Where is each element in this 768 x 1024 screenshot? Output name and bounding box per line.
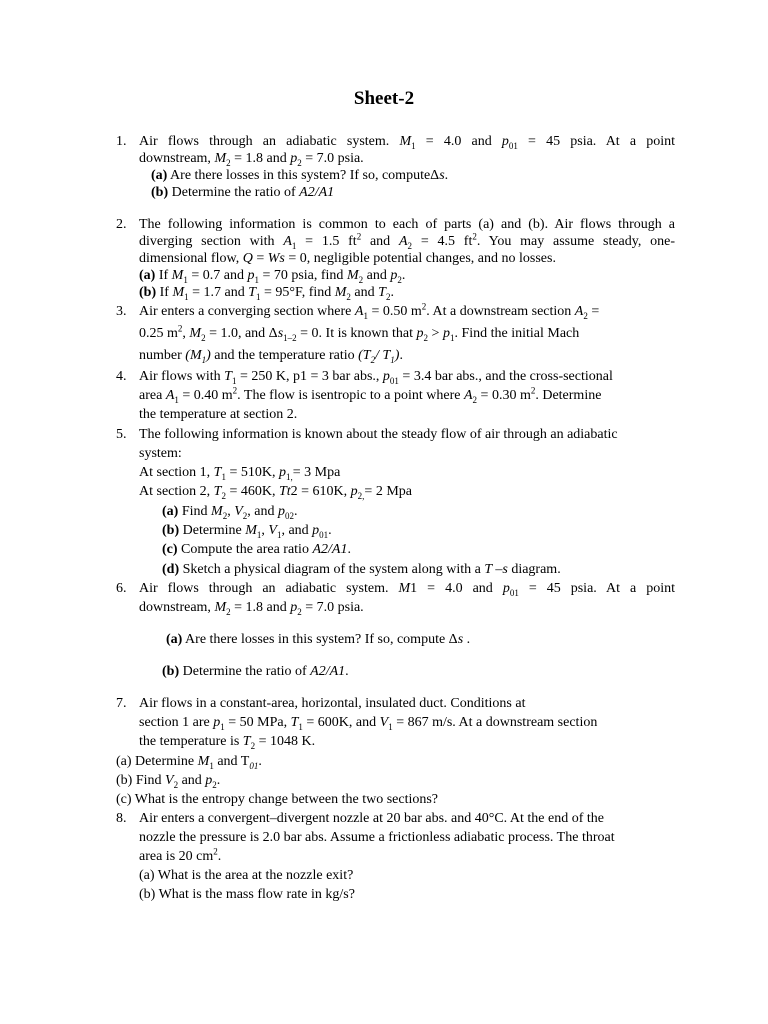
q7-line1: Air flows in a constant-area, horizontal, insulated duct. Conditions at bbox=[139, 696, 526, 711]
q2-line1: The following information is common to each of parts (a) and (b). Air flows through a bbox=[139, 217, 675, 232]
q5-section2: At section 2, $T_2 = 460K$, Tt2 = 610K, $p_{2,}= 2$ Mpa bbox=[139, 484, 412, 501]
q5-number: 5. bbox=[116, 427, 127, 442]
q5-part-b: (b) Determine $M_1$, $V_1$, and $p_{01}$. bbox=[162, 523, 332, 540]
q8-part-a: (a) What is the area at the nozzle exit? bbox=[139, 868, 354, 883]
q7-part-b: (b) Find $V_2$ and $p_2$. bbox=[116, 773, 221, 790]
q6-line1: Air flows through an adiabatic system. M1 = 4.0 and $p_{01} = 45$ psia. At a point bbox=[139, 581, 676, 598]
sheet-title: Sheet-2 bbox=[353, 88, 415, 109]
q7-part-c: (c) What is the entropy change between the two sections? bbox=[116, 792, 439, 807]
q3-line2: 0.25 $m^2$, $M_2 = 1.0$, and $\Delta s_{1-2} = 0$. It is known that $p_2 > p_1$. Find the initial Mach bbox=[139, 323, 580, 343]
q2-line3: dimensional flow, Q = Ws = 0, negligible potential changes, and no losses. bbox=[139, 251, 556, 266]
q5-part-d: (d) Sketch a physical diagram of the system along with a T –s diagram. bbox=[162, 562, 561, 577]
q5-section1: At section 1, $T_1 = 510K$, $p_{1,}= 3$ Mpa bbox=[139, 465, 341, 482]
q2-part-a: (a) If $M_1 = 0.7$ and $p_1 = 70$ psia, find $M_2$ and $p_2$. bbox=[139, 268, 406, 285]
q8-line1: Air enters a convergent–divergent nozzle at 20 bar abs. and 40°C. At the end of the bbox=[139, 811, 604, 826]
q1-number: 1. bbox=[116, 134, 127, 149]
q7-part-a: (a) Determine $M_1$ and $T_{01}$. bbox=[116, 754, 262, 771]
q7-number: 7. bbox=[116, 696, 127, 711]
q5-part-c: (c) Compute the area ratio A2/A1. bbox=[162, 542, 351, 557]
q5-line2: system: bbox=[139, 446, 182, 461]
q3-line1: Air enters a converging section where $A_1 = 0.50$ $m^2$. At a downstream section $A_2$ = bbox=[139, 301, 600, 321]
q3-number: 3. bbox=[116, 304, 127, 319]
q6-part-b: (b) Determine the ratio of A2/A1. bbox=[162, 664, 349, 679]
q6-part-a: (a) Are there losses in this system? If so, compute Δs . bbox=[166, 632, 471, 647]
q4-number: 4. bbox=[116, 369, 127, 384]
q5-line1: The following information is known about the steady flow of air through an adiabatic bbox=[139, 427, 618, 442]
q1-line1: Air flows through an adiabatic system. $M_1 = 4.0$ and $p_{01} = 45$ psia. At a point bbox=[139, 134, 676, 151]
q5-part-a: (a) Find $M_2$, $V_2$, and $p_{02}$. bbox=[162, 504, 298, 521]
q1-part-a: (a) Are there losses in this system? If so, computeΔs. bbox=[151, 168, 449, 183]
q2-number: 2. bbox=[116, 217, 127, 232]
q8-line3: area is 20 $cm^2$. bbox=[139, 846, 222, 864]
q4-line2: area $A_1 = 0.40$ $m^2$. The flow is isentropic to a point where $A_2 = 0.30$ $m^2$. Determine bbox=[139, 385, 602, 405]
q2-line2: diverging section with $A_1 = 1.5$ $ft^2$ and $A_2 = 4.5$ $ft^2$. You may assume steady, one- bbox=[139, 231, 676, 251]
q4-line1: Air flows with $T_1 = 250$ K, p1 = 3 bar abs., $p_{01} = 3.4$ bar abs., and the cross-sectional bbox=[139, 369, 613, 386]
q8-line2: nozzle the pressure is 2.0 bar abs. Assume a frictionless adiabatic process. The throat bbox=[139, 830, 615, 845]
q7-line2: section 1 are $p_1 = 50$ MPa, $T_1 = 600K$, and $V_1 = 867$ m/s. At a downstream section bbox=[139, 715, 598, 732]
q7-line3: the temperature is $T_2 = 1048$ K. bbox=[139, 734, 316, 751]
q8-part-b: (b) What is the mass flow rate in kg/s? bbox=[139, 887, 355, 902]
q2-part-b: (b) If $M_1 = 1.7$ and $T_1 = 95^\circ F$, find $M_2$ and $T_2$. bbox=[139, 285, 394, 302]
q1-part-b: (b) Determine the ratio of A2/A1 bbox=[151, 185, 335, 200]
q3-line3: number $(M_1)$ and the temperature ratio ($T_2/$ $T_1$). bbox=[139, 348, 403, 365]
q1-line2: downstream, $M_2 = 1.8$ and $p_2 = 7.0$ psia. bbox=[139, 151, 364, 168]
q6-number: 6. bbox=[116, 581, 127, 596]
q6-line2: downstream, $M_2 = 1.8$ and $p_2 = 7.0$ psia. bbox=[139, 600, 364, 617]
q8-number: 8. bbox=[116, 811, 127, 826]
q4-line3: the temperature at section 2. bbox=[139, 407, 298, 422]
